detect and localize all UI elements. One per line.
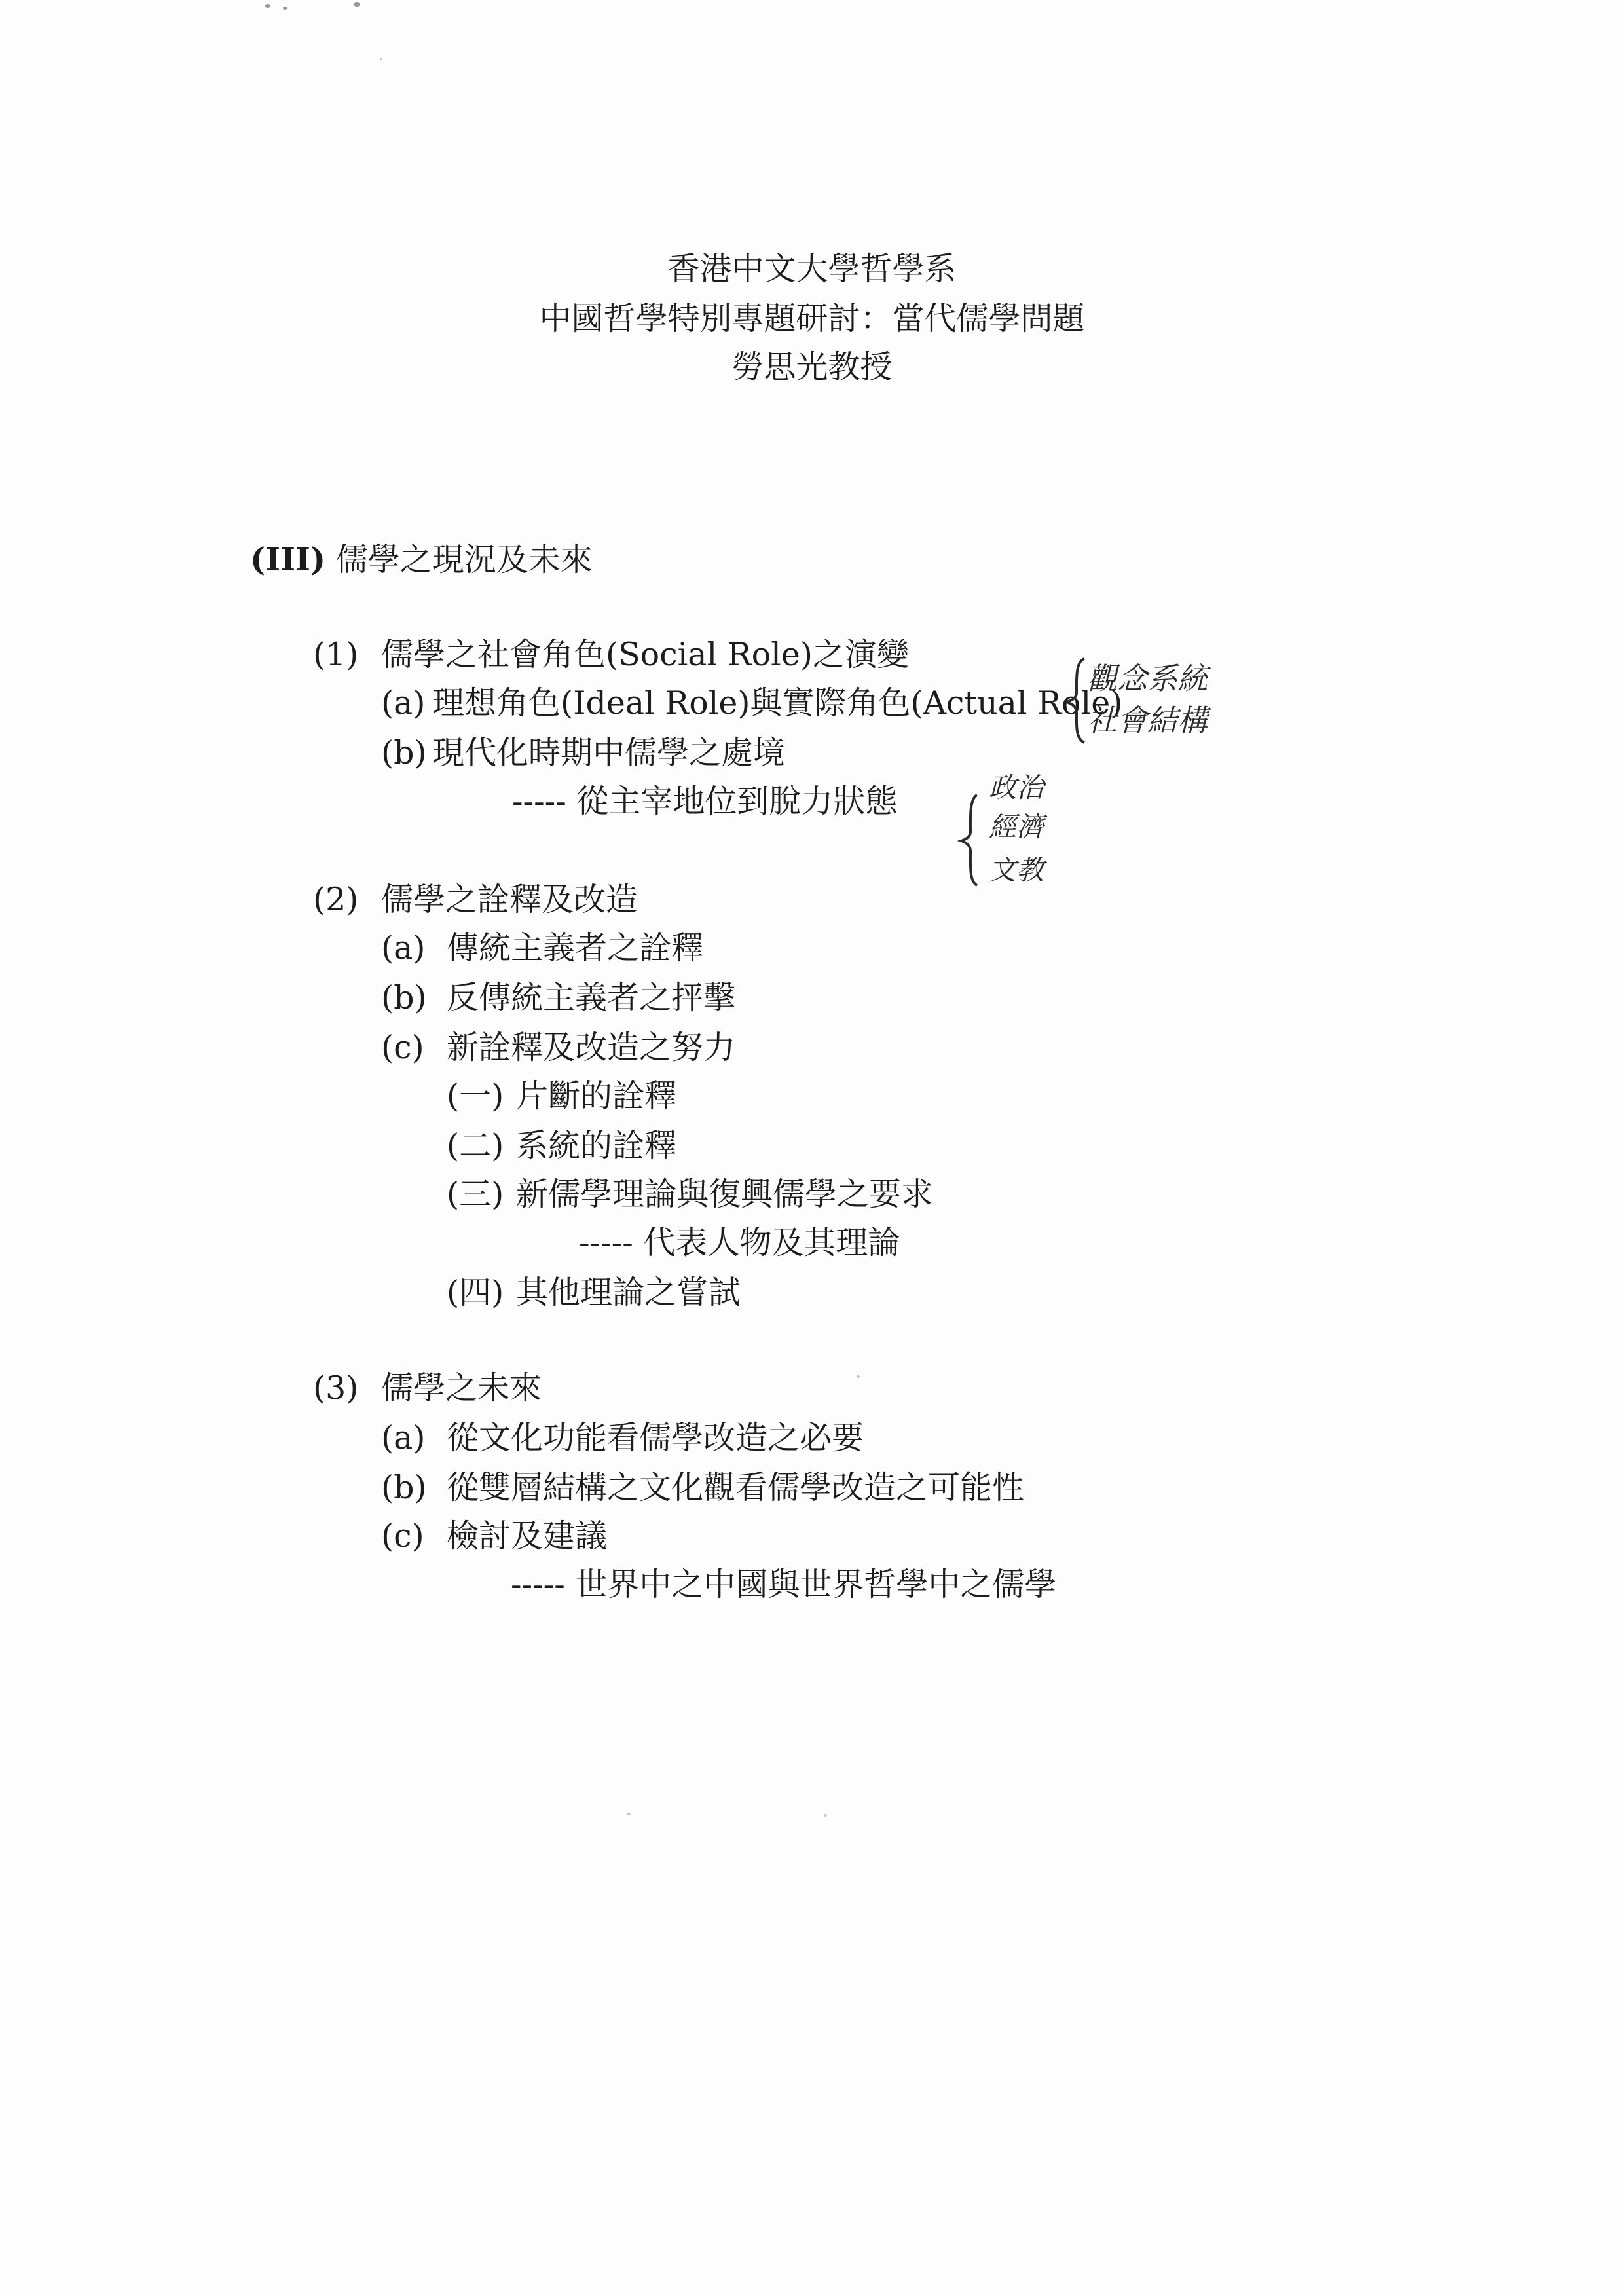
sub-text: 檢討及建議 [447, 1517, 608, 1555]
subsub-text: 片斷的詮釋 [516, 1077, 677, 1115]
item-title: 儒學之未來 [381, 1369, 542, 1407]
scan-speck [354, 2, 360, 7]
section-label: (III) [250, 540, 326, 578]
section-title: 儒學之現況及未來 [335, 541, 593, 578]
sub-label: (c) [381, 1517, 424, 1555]
sub-text: 傳統主義者之詮釋 [447, 929, 704, 967]
item-note: ----- 世界中之中國與世界哲學中之儒學 [511, 1566, 1057, 1603]
handwritten-note: 經濟 [989, 811, 1044, 843]
item-note: ----- 從主宰地位到脫力狀態 [512, 783, 898, 820]
scan-speck [265, 4, 270, 8]
sub-text: 新詮釋及改造之努力 [447, 1029, 736, 1066]
handwritten-note: 觀念系統 [1087, 661, 1208, 696]
scan-speck [380, 58, 382, 60]
section-heading [250, 540, 593, 580]
subsub-label: (三) [447, 1176, 504, 1213]
subsub-label: (二) [447, 1127, 504, 1164]
sub-label: (a) [381, 929, 426, 967]
handwritten-note: 社會結構 [1087, 703, 1208, 738]
item-title: 儒學之社會角色(Social Role)之演變 [381, 636, 909, 673]
sub-label: (b) [381, 979, 427, 1016]
sub-text: 從文化功能看儒學改造之必要 [447, 1419, 864, 1456]
subsub-text: 系統的詮釋 [516, 1127, 677, 1164]
subsub-label: (一) [447, 1077, 504, 1115]
sub-label: (c) [381, 1029, 424, 1066]
sub-text: 反傳統主義者之抨擊 [447, 979, 736, 1016]
header-professor: 勞思光教授 [731, 348, 893, 386]
handwritten-brace-icon [957, 791, 981, 889]
sub-label: (b) [381, 734, 427, 771]
header-department: 香港中文大學哲學系 [667, 250, 957, 287]
handwritten-note: 文教 [989, 854, 1044, 886]
item-number: (1) [313, 636, 359, 673]
handwritten-note: 政治 [989, 771, 1044, 804]
sub-label: (a) [381, 684, 426, 722]
sub-text: 現代化時期中儒學之處境 [432, 734, 786, 771]
item-title: 儒學之詮釋及改造 [381, 881, 638, 918]
sub-label: (b) [381, 1469, 427, 1506]
item-number: (2) [313, 881, 359, 918]
subsub-text: 新儒學理論與復興儒學之要求 [516, 1176, 934, 1213]
scan-speck [824, 1814, 827, 1817]
sub-label: (a) [381, 1419, 426, 1456]
item-note: ----- 代表人物及其理論 [579, 1224, 900, 1261]
scan-speck [857, 1375, 860, 1378]
scan-speck [627, 1813, 631, 1815]
item-number: (3) [313, 1369, 359, 1407]
subsub-text: 其他理論之嘗試 [516, 1274, 741, 1311]
scan-speck [283, 7, 287, 10]
subsub-label: (四) [447, 1274, 504, 1311]
sub-text: 理想角色(Ideal Role)與實際角色(Actual Role) [432, 684, 1123, 722]
handwritten-brace-icon [1062, 655, 1088, 747]
sub-text: 從雙層結構之文化觀看儒學改造之可能性 [447, 1469, 1025, 1506]
header-course-title: 中國哲學特別專題研討：當代儒學問題 [539, 300, 1085, 337]
